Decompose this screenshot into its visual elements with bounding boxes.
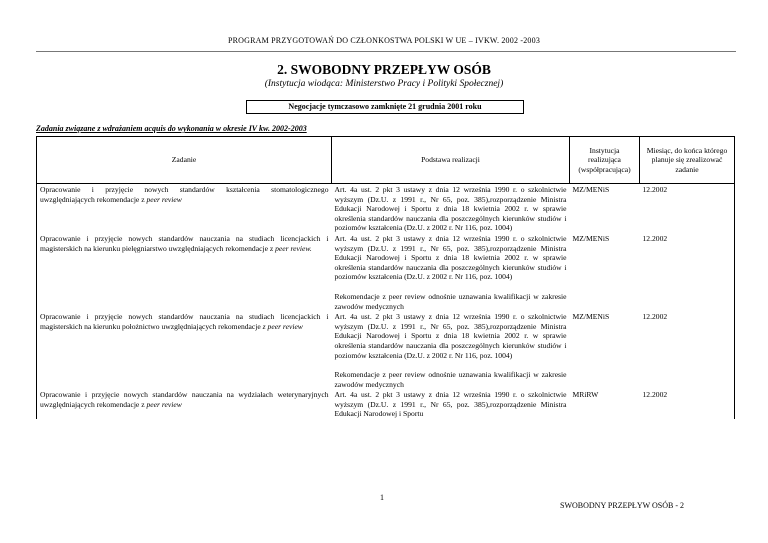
task-cell xyxy=(37,389,332,419)
negotiations-box: Negocjacje tymczasowo zamknięte 21 grudnia 2001 roku xyxy=(246,100,524,114)
section-title: 2. SWOBODNY PRZEPŁYW OSÓB xyxy=(277,62,491,77)
basis-cell xyxy=(332,389,570,419)
institution-cell: MRiRW xyxy=(572,390,599,400)
basis-text: Art. 4a ust. 2 pkt 3 ustawy z dnia 12 września 1990 r. o szkolnictwie wyższym (Dz.U. z 1991 r., Nr 65, poz. 385),rozporządzenie Ministra Edukacji Narodowej i Sportu xyxy=(334,390,567,419)
month-cell: 12.2002 xyxy=(640,184,735,233)
table-row xyxy=(37,184,735,233)
basis-note: Rekomendacje z peer review odnośnie uznawania kwalifikacji w zakresie zawodów medycznych xyxy=(334,370,567,389)
institution-cell: MZ/MENiS xyxy=(572,233,610,243)
task-text: Opracowanie i przyjęcie nowych standardów kształcenia stomatologicznego uwzględniających rekomendacje z xyxy=(40,185,329,204)
running-header: PROGRAM PRZYGOTOWAŃ DO CZŁONKOSTWA POLSKI W UE – IVKW. 2002 -2003 xyxy=(227,36,541,45)
task-italic: peer review xyxy=(146,194,182,204)
task-italic: peer review. xyxy=(275,243,312,253)
task-cell xyxy=(37,184,332,233)
basis-cell xyxy=(332,311,570,389)
tasks-table xyxy=(36,136,735,419)
tasks-heading: Zadania związane z wdrażaniem acquis do wykonania w okresie IV kw. 2002-2003 xyxy=(36,124,307,133)
header-basis: Podstawa realizacji xyxy=(332,137,570,184)
page-number: 1 xyxy=(380,493,384,502)
table-row xyxy=(37,311,735,389)
month-cell: 12.2002 xyxy=(640,311,735,389)
basis-text: Art. 4a ust. 2 pkt 3 ustawy z dnia 12 września 1990 r. o szkolnictwie wyższym (Dz.U. z 1991 r., Nr 65, poz. 385),rozporządzenie Ministra Edukacji Narodowej i Sportu z dnia 18 kwietnia 2002 r. w sprawie określenia standardów nauczania dla poszczególnych kierunków studiów i poziomów kształcenia (Dz.U. z 2002 r. Nr 116, poz. 1004) xyxy=(334,233,567,282)
table-row xyxy=(37,233,735,311)
section-subtitle: (Instytucja wiodąca: Ministerstwo Pracy i Polityki Społecznej) xyxy=(264,79,504,89)
institution-cell: MZ/MENiS xyxy=(572,312,610,322)
task-text: Opracowanie i przyjęcie nowych standardów nauczania na studiach licencjackich i magisterskich na kierunku pielęgniarstwo uwzględniających rekomendacje z xyxy=(40,233,329,253)
header-month: Miesiąc, do końca którego planuje się zrealizować zadanie xyxy=(640,137,735,184)
task-text: Opracowanie i przyjęcie nowych standardów nauczania na studiach licencjackich i magisterskich na kierunku położnictwo uwzględniających rekomendacje xyxy=(40,312,329,331)
basis-cell xyxy=(332,233,570,311)
basis-text: Art. 4a ust. 2 pkt 3 ustawy z dnia 12 września 1990 r. o szkolnictwie wyższym (Dz.U. z 1991 r., Nr 65, poz. 385),rozporządzenie Ministra Edukacji Narodowej i Sportu z dnia 18 kwietnia 2002 r. w sprawie określenia standardów nauczania dla poszczególnych kierunków studiów i poziomów kształcenia (Dz.U. z 2002 r. Nr 116, poz. 1004) xyxy=(334,312,567,360)
task-italic: peer review xyxy=(146,399,182,409)
footer-text: SWOBODNY PRZEPŁYW OSÓB - 2 xyxy=(560,501,685,510)
basis-note: Rekomendacje z peer review odnośnie uznawania kwalifikacji w zakresie zawodów medycznych xyxy=(334,291,567,311)
table-row xyxy=(37,389,735,419)
month-cell: 12.2002 xyxy=(640,389,735,419)
basis-cell xyxy=(332,184,570,233)
task-italic: z peer review xyxy=(262,321,303,331)
task-cell xyxy=(37,311,332,389)
header-institution: Instytucja realizująca (współpracująca) xyxy=(570,137,640,184)
header-rule xyxy=(36,51,736,52)
basis-text: Art. 4a ust. 2 pkt 3 ustawy z dnia 12 września 1990 r. o szkolnictwie wyższym (Dz.U. z 1991 r., Nr 65, poz. 385),rozporządzenie Ministra Edukacji Narodowej i Sportu z dnia 18 kwietnia 2002 r. w sprawie określenia standardów nauczania dla poszczególnych kierunków studiów i poziomów kształcenia (Dz.U. z 2002 r. Nr 116, poz. 1004) xyxy=(334,185,567,233)
institution-cell: MZ/MENiS xyxy=(572,185,610,194)
month-cell: 12.2002 xyxy=(640,233,735,311)
task-text: Opracowanie i przyjęcie nowych standardów nauczania na wydziałach weterynaryjnych uwzględniających rekomendacje z xyxy=(40,390,329,409)
header-task: Zadanie xyxy=(37,137,332,184)
task-cell xyxy=(37,233,332,311)
table-header-row xyxy=(37,137,735,184)
